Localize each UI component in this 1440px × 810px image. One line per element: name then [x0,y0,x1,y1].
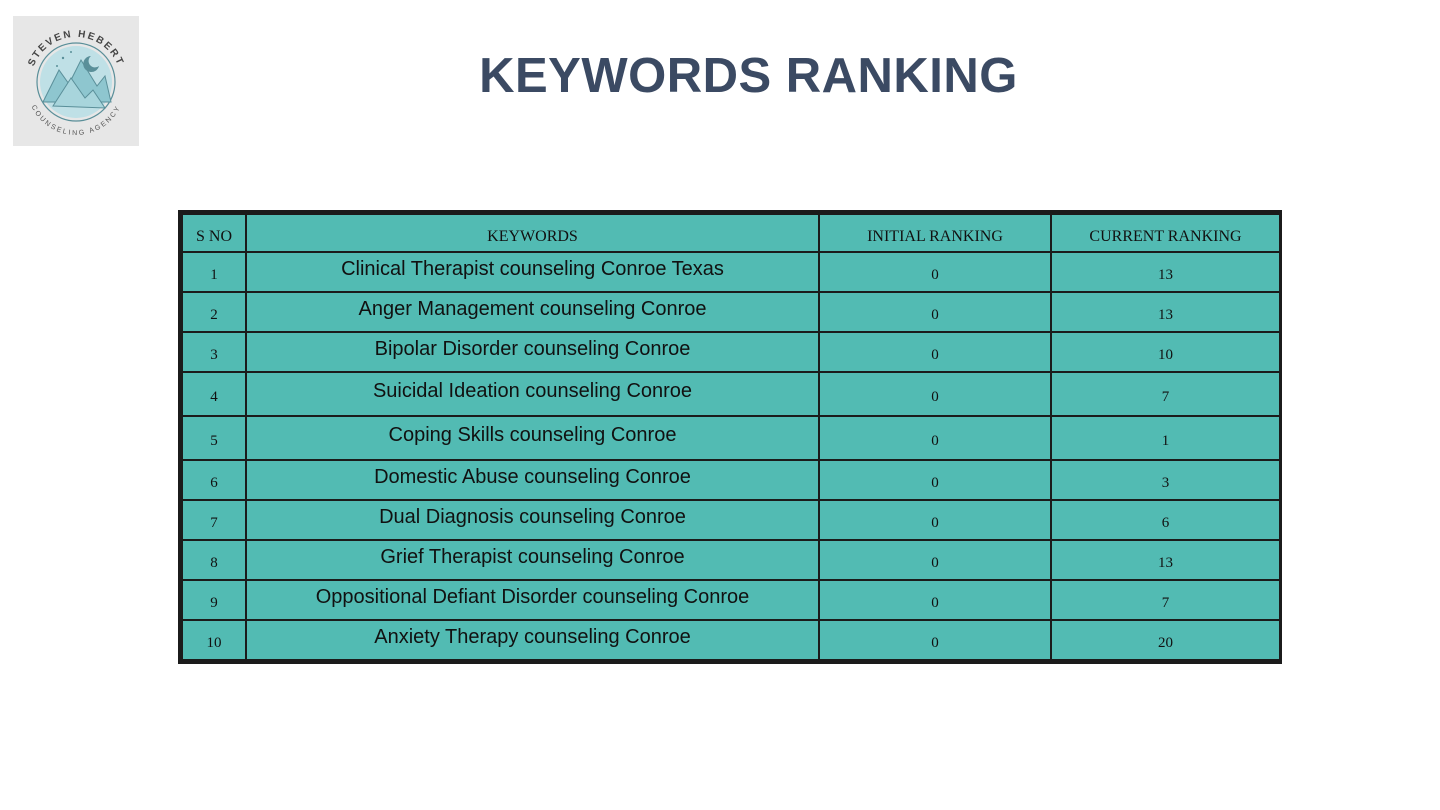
cell-keyword: Anxiety Therapy counseling Conroe [246,620,819,660]
cell-current-ranking: 13 [1051,540,1280,580]
table-row [182,292,1280,332]
cell-sno: 8 [182,540,246,580]
table-header-row [182,214,1280,252]
table-row [182,620,1280,660]
cell-initial-ranking: 0 [819,460,1051,500]
cell-keyword: Suicidal Ideation counseling Conroe [246,372,819,416]
table-row [182,460,1280,500]
cell-sno: 3 [182,332,246,372]
cell-current-ranking: 10 [1051,332,1280,372]
header-current-ranking: CURRENT RANKING [1051,214,1280,252]
keywords-ranking-table [178,210,1282,664]
cell-keyword: Grief Therapist counseling Conroe [246,540,819,580]
header-initial-ranking: INITIAL RANKING [819,214,1051,252]
cell-initial-ranking: 0 [819,620,1051,660]
cell-initial-ranking: 0 [819,372,1051,416]
table-row [182,540,1280,580]
cell-keyword: Oppositional Defiant Disorder counseling Conroe [246,580,819,620]
header-keywords: KEYWORDS [246,214,819,252]
cell-keyword: Coping Skills counseling Conroe [246,416,819,460]
cell-current-ranking: 1 [1051,416,1280,460]
cell-initial-ranking: 0 [819,540,1051,580]
cell-initial-ranking: 0 [819,580,1051,620]
table-row [182,500,1280,540]
cell-sno: 6 [182,460,246,500]
cell-current-ranking: 6 [1051,500,1280,540]
page-title: KEYWORDS RANKING [479,49,1018,103]
table-row [182,252,1280,292]
cell-current-ranking: 3 [1051,460,1280,500]
header-sno: S NO [182,214,246,252]
cell-sno: 10 [182,620,246,660]
cell-keyword: Domestic Abuse counseling Conroe [246,460,819,500]
cell-sno: 5 [182,416,246,460]
cell-initial-ranking: 0 [819,332,1051,372]
table-row [182,580,1280,620]
cell-keyword: Dual Diagnosis counseling Conroe [246,500,819,540]
cell-sno: 7 [182,500,246,540]
table-row [182,416,1280,460]
cell-initial-ranking: 0 [819,500,1051,540]
cell-keyword: Clinical Therapist counseling Conroe Texas [246,252,819,292]
cell-sno: 4 [182,372,246,416]
cell-initial-ranking: 0 [819,416,1051,460]
svg-text:STEVEN HEBERT: STEVEN HEBERT [26,28,126,68]
table-row [182,332,1280,372]
svg-text:COUNSELING AGENCY: COUNSELING AGENCY [29,104,123,138]
cell-current-ranking: 13 [1051,252,1280,292]
cell-sno: 9 [182,580,246,620]
cell-current-ranking: 13 [1051,292,1280,332]
cell-current-ranking: 7 [1051,580,1280,620]
cell-sno: 2 [182,292,246,332]
cell-current-ranking: 7 [1051,372,1280,416]
cell-current-ranking: 20 [1051,620,1280,660]
table-row [182,372,1280,416]
cell-initial-ranking: 0 [819,292,1051,332]
cell-sno: 1 [182,252,246,292]
cell-initial-ranking: 0 [819,252,1051,292]
cell-keyword: Bipolar Disorder counseling Conroe [246,332,819,372]
cell-keyword: Anger Management counseling Conroe [246,292,819,332]
